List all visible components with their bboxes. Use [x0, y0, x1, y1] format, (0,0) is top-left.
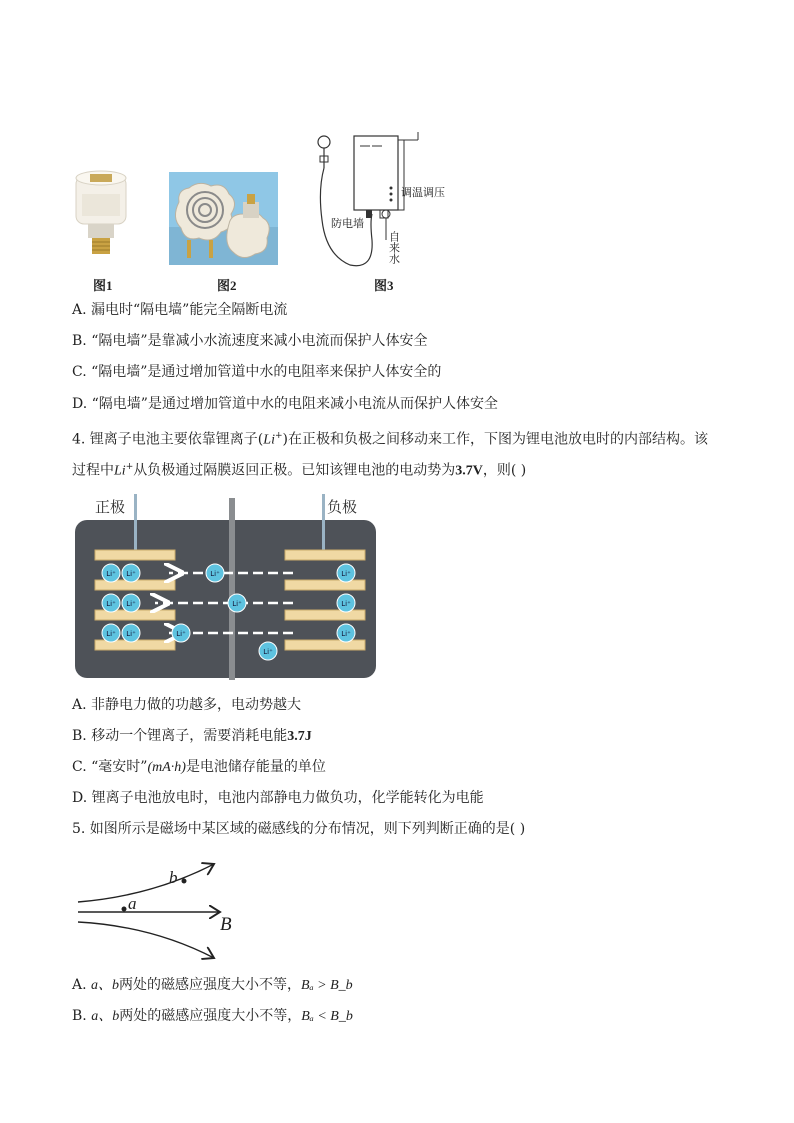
svg-text:Li⁺: Li⁺ — [106, 570, 116, 578]
svg-text:Li⁺: Li⁺ — [126, 630, 136, 638]
q4-option-a: A. 非静电力做的功越多，电动势越大 — [72, 697, 302, 713]
svg-text:Li⁺: Li⁺ — [126, 600, 136, 608]
q5-option-b: B. a、b两处的磁感应强度大小不等，Bₐ < B_b — [72, 1008, 353, 1024]
point-b-label: b — [169, 868, 178, 887]
fig3-caption: 图3 — [374, 278, 394, 293]
figure-3 — [312, 130, 462, 272]
svg-text:Li⁺: Li⁺ — [210, 570, 220, 578]
q4-option-b: B. 移动一个锂离子，需要消耗电能3.7J — [72, 728, 312, 744]
q5-stem: 5. 如图所示是磁场中某区域的磁感线的分布情况，则下列判断正确的是( ) — [72, 821, 526, 837]
svg-text:Li⁺: Li⁺ — [263, 648, 273, 656]
emf-value: 3.7V — [455, 463, 483, 479]
svg-text:Li⁺: Li⁺ — [341, 600, 351, 608]
svg-text:Li⁺: Li⁺ — [176, 630, 186, 638]
q4-stem-line2: 过程中Li+从负极通过隔膜返回正极。已知该锂电池的电动势为3.7V，则( ) — [72, 462, 527, 479]
q3-option-d: D. “隔电墙”是通过增加管道中水的电阻来减小电流从而保护人体安全 — [72, 396, 498, 412]
svg-text:Li⁺: Li⁺ — [106, 600, 116, 608]
wall-label: 防电墙 — [331, 217, 364, 230]
q4-option-d: D. 锂离子电池放电时，电池内部静电力做负功，化学能转化为电能 — [72, 790, 484, 806]
q3-option-b: B. “隔电墙”是靠减小水流速度来减小电流而保护人体安全 — [72, 333, 428, 349]
li-battery-structure — [73, 490, 378, 680]
field-B-label: B — [220, 914, 232, 935]
water-heater-diagram — [312, 130, 462, 272]
svg-text:Li⁺: Li⁺ — [106, 630, 116, 638]
figure-1 — [70, 168, 132, 256]
positive-label: 正极 — [95, 498, 126, 516]
point-a-label: a — [128, 894, 137, 913]
svg-text:Li⁺: Li⁺ — [126, 570, 136, 578]
isolator-fitting-image — [70, 168, 132, 256]
magnetic-field-lines — [72, 852, 252, 964]
svg-text:Li⁺: Li⁺ — [341, 630, 351, 638]
svg-text:Li⁺: Li⁺ — [341, 570, 351, 578]
figure-2 — [169, 172, 278, 265]
negative-label: 负极 — [327, 498, 358, 516]
temp-pressure-label: 调温调压 — [401, 186, 445, 199]
q3-option-a: A. 漏电时“隔电墙”能完全隔断电流 — [72, 302, 288, 318]
li-ion-symbol: Li — [263, 432, 275, 448]
fig2-caption: 图2 — [217, 278, 237, 293]
tap-water-label: 自来水 — [387, 231, 401, 264]
battery-diagram — [73, 490, 378, 680]
q5-option-a: A. a、b两处的磁感应强度大小不等，Bₐ > B_b — [72, 977, 353, 993]
isolator-internal-image — [169, 172, 278, 265]
q4-option-c: C. “毫安时”(mA·h)是电池储存能量的单位 — [72, 759, 326, 775]
q3-option-c: C. “隔电墙”是通过增加管道中水的电阻率来保护人体安全的 — [72, 364, 442, 380]
svg-text:Li⁺: Li⁺ — [232, 600, 242, 608]
fig1-caption: 图1 — [93, 278, 113, 293]
field-lines-diagram — [72, 852, 252, 964]
q4-stem-line1: 4. 锂离子电池主要依靠锂离子(Li+)在正极和负极之间移动来工作，下图为锂电池放电时的内部结构。该 — [72, 431, 708, 448]
